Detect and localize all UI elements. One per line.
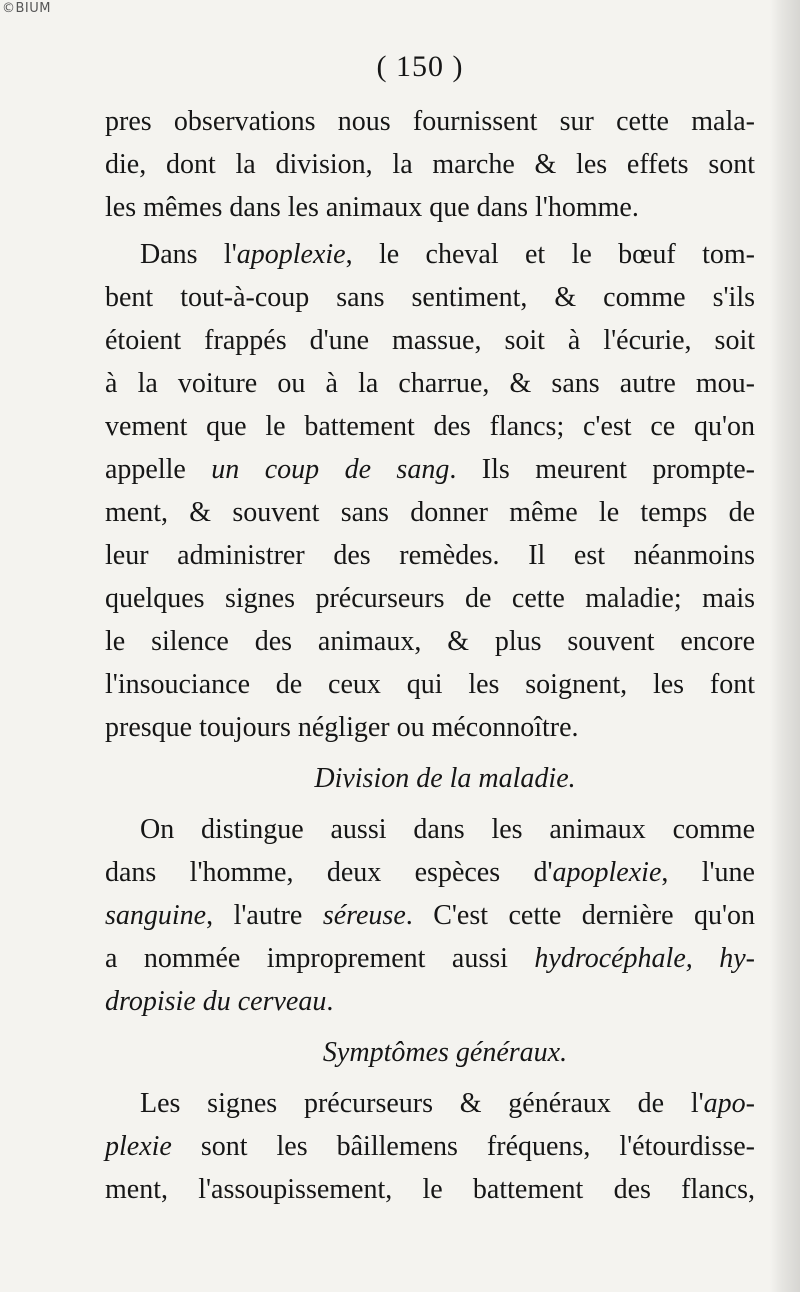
italic-term: apo- [703, 1088, 755, 1119]
italic-term: apoplexie [552, 857, 662, 888]
text-line: leur administrer des remèdes. Il est néanmoins [105, 540, 755, 571]
text-line [105, 233, 755, 276]
text-line: quelques signes précurseurs de cette maladie; mais [105, 583, 755, 614]
text-run: , le cheval et le bœuf tom- [345, 239, 755, 270]
italic-term: apoplexie [236, 239, 346, 270]
text-line [105, 1082, 755, 1125]
text-line [105, 448, 755, 491]
section-heading: Symptômes généraux. [322, 1037, 568, 1068]
text-line: bent tout-à-coup sans sentiment, & comme s'ils [105, 282, 755, 313]
text-run: Les signes précurseurs & généraux de l' [140, 1088, 704, 1119]
text-line: ment, & souvent sans donner même le temps de [105, 497, 755, 528]
italic-term: plexie [105, 1131, 172, 1162]
text-line: ment, l'assoupissement, le battement des flancs, [105, 1174, 755, 1205]
text-run: . C'est cette dernière qu'on [405, 900, 755, 931]
italic-term: hydrocéphale, hy- [534, 943, 755, 974]
page-number: ( 150 ) [376, 50, 464, 83]
text-line: die, dont la division, la marche & les effets sont [105, 149, 755, 180]
text-line: étoient frappés d'une massue, soit à l'écurie, soit [105, 325, 755, 356]
paragraph [105, 1082, 755, 1211]
text-line [105, 937, 755, 980]
page-body [105, 100, 755, 1211]
text-run: sont les bâillemens fréquens, l'étourdisse- [171, 1131, 755, 1162]
paragraph [105, 100, 755, 229]
section-heading: Division de la maladie. [314, 763, 576, 794]
italic-term: dropisie du cerveau [105, 986, 327, 1017]
text-line: l'insouciance de ceux qui les soignent, les font [105, 669, 755, 700]
italic-term: sanguine [105, 900, 207, 931]
text-run: , l'autre [206, 900, 323, 931]
text-line: vement que le battement des flancs; c'est ce qu'on [105, 411, 755, 442]
text-line [105, 894, 755, 937]
watermark: ©BIUM [2, 1, 51, 16]
text-run: , l'une [661, 857, 755, 888]
text-line: presque toujours négliger ou méconnoître. [105, 712, 579, 743]
italic-term: un coup de sang [211, 454, 450, 485]
paragraph [105, 233, 755, 749]
text-line: le silence des animaux, & plus souvent encore [105, 626, 755, 657]
text-run: a nommée improprement aussi [105, 943, 535, 974]
italic-term: séreuse [322, 900, 406, 931]
text-run: dans l'homme, deux espèces d' [105, 857, 553, 888]
paragraph [105, 808, 755, 1023]
text-run: . Ils meurent prompte- [449, 454, 755, 485]
page-edge-shadow [770, 0, 800, 1292]
text-run: appelle [105, 454, 212, 485]
text-line: pres observations nous fournissent sur cette mala- [105, 106, 755, 137]
text-line: On distingue aussi dans les animaux comme [140, 814, 755, 845]
text-line [105, 1125, 755, 1168]
text-line [105, 851, 755, 894]
text-run: Dans l' [140, 239, 237, 270]
text-line: à la voiture ou à la charrue, & sans autre mou- [105, 368, 755, 399]
text-run: . [326, 986, 334, 1017]
text-line: les mêmes dans les animaux que dans l'homme. [105, 192, 639, 223]
text-line [105, 980, 755, 1023]
